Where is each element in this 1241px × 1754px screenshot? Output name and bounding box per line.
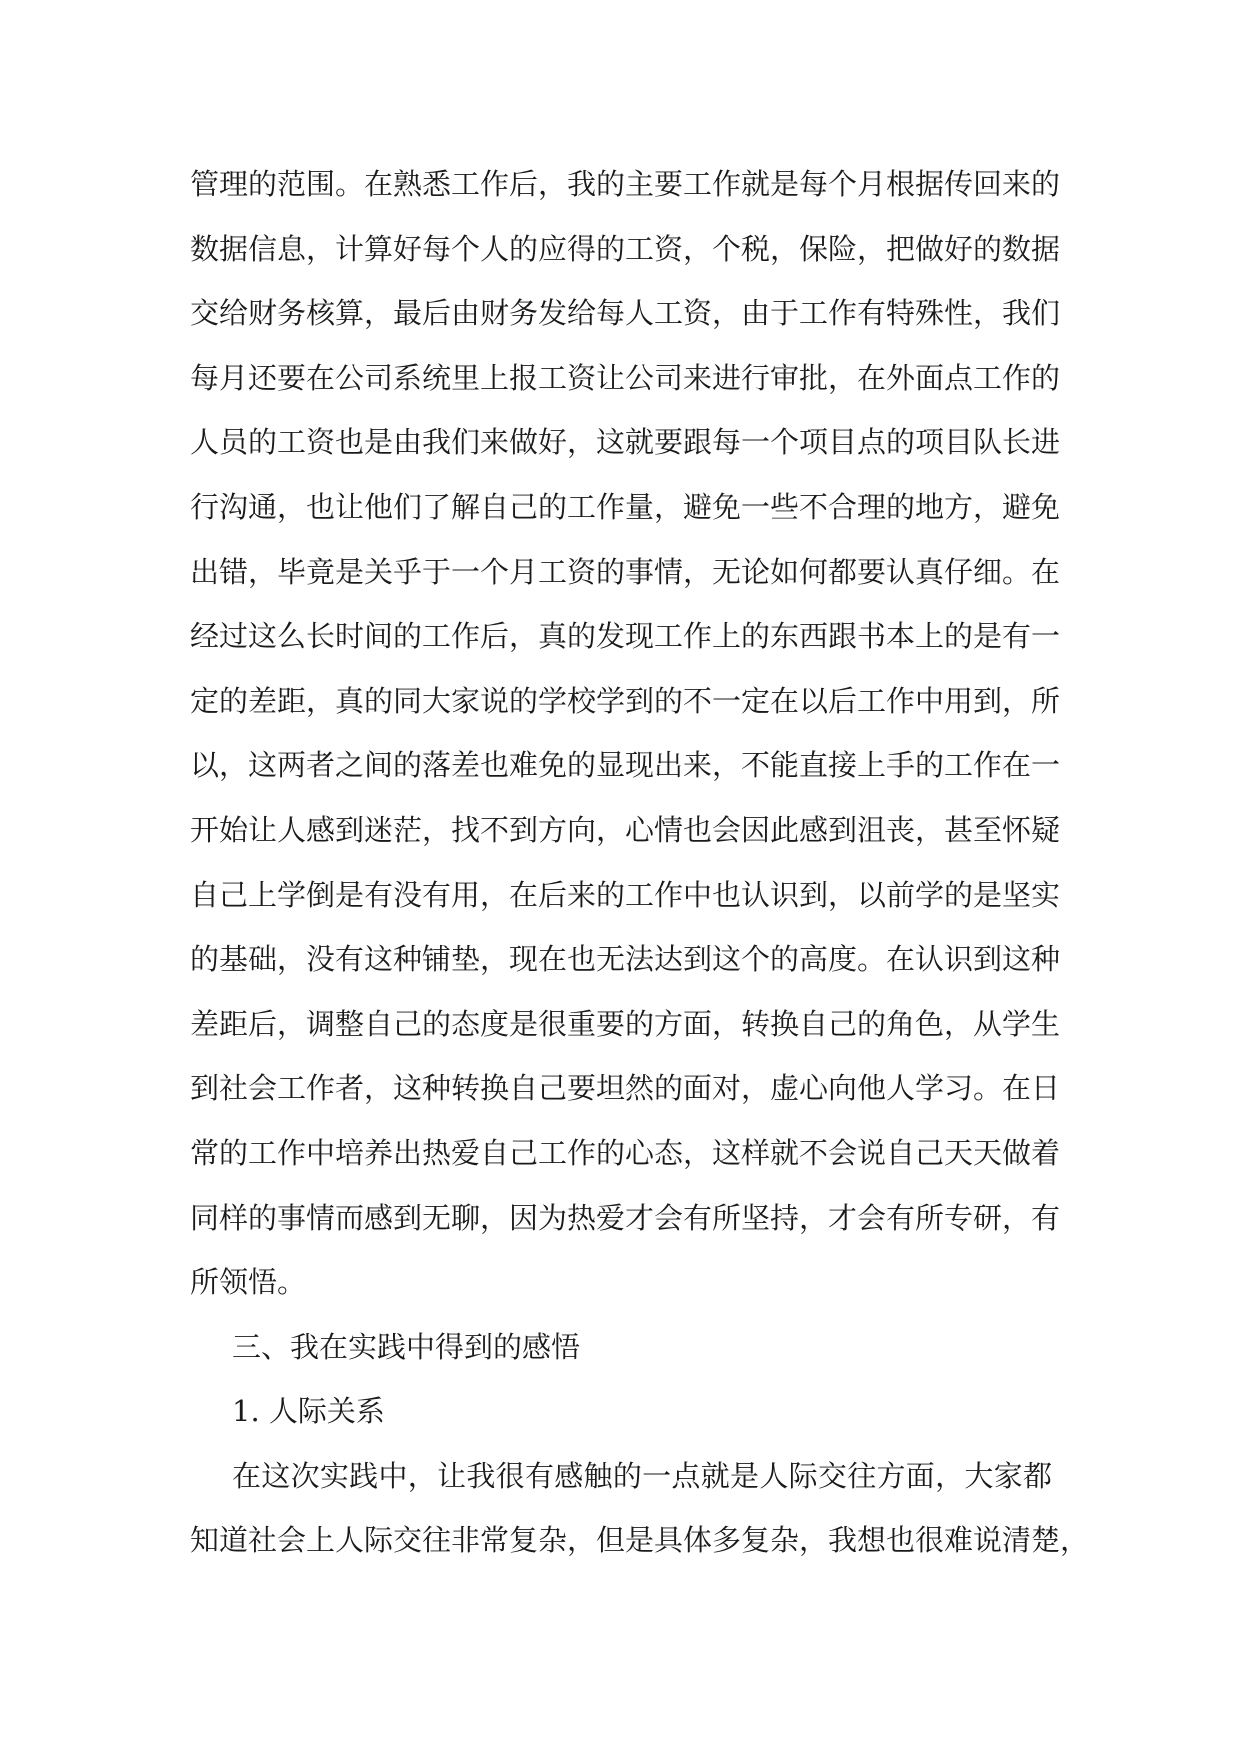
section-heading: 三、我在实践中得到的感悟: [232, 1329, 581, 1364]
text-line: 自己上学倒是有没有用，在后来的工作中也认识到，以前学的是坚实: [190, 877, 1061, 912]
text-line: 知道社会上人际交往非常复杂，但是具体多复杂，我想也很难说清楚，: [190, 1523, 1090, 1558]
text-line: 人员的工资也是由我们来做好，这就要跟每一个项目点的项目队长进: [190, 425, 1061, 460]
subheading: 1. 人际关系: [232, 1394, 385, 1429]
text-line: 以，这两者之间的落差也难免的显现出来，不能直接上手的工作在一: [190, 748, 1061, 783]
text-line: 到社会工作者，这种转换自己要坦然的面对，虚心向他人学习。在日: [190, 1071, 1061, 1106]
text-line: 所领悟。: [190, 1265, 307, 1300]
text-line: 差距后，调整自己的态度是很重要的方面，转换自己的角色，从学生: [190, 1006, 1061, 1041]
paragraph-1: [190, 152, 1061, 1315]
text-line: 常的工作中培养出热爱自己工作的心态，这样就不会说自己天天做着: [190, 1135, 1061, 1170]
text-line: 的基础，没有这种铺垫，现在也无法达到这个的高度。在认识到这种: [190, 942, 1061, 977]
text-line: 行沟通，也让他们了解自己的工作量，避免一些不合理的地方，避免: [190, 489, 1061, 524]
text-line: 交给财务核算，最后由财务发给每人工资，由于工作有特殊性，我们: [190, 296, 1061, 331]
text-line: 同样的事情而感到无聊，因为热爱才会有所坚持，才会有所专研，有: [190, 1200, 1061, 1235]
paragraph-2: [190, 1444, 1090, 1573]
text-line: 定的差距，真的同大家说的学校学到的不一定在以后工作中用到，所: [190, 683, 1061, 718]
text-line: 管理的范围。在熟悉工作后，我的主要工作就是每个月根据传回来的: [190, 167, 1061, 201]
text-line: 出错，毕竟是关乎于一个月工资的事情，无论如何都要认真仔细。在: [190, 554, 1061, 589]
text-line: 在这次实践中，让我很有感触的一点就是人际交往方面，大家都: [232, 1458, 1052, 1493]
text-line: 数据信息，计算好每个人的应得的工资，个税，保险，把做好的数据: [190, 231, 1061, 266]
document-page: [190, 152, 1090, 1573]
text-line: 经过这么长时间的工作后，真的发现工作上的东西跟书本上的是有一: [190, 619, 1061, 654]
text-line: 每月还要在公司系统里上报工资让公司来进行审批，在外面点工作的: [190, 360, 1061, 395]
text-line: 开始让人感到迷茫，找不到方向，心情也会因此感到沮丧，甚至怀疑: [190, 812, 1061, 847]
